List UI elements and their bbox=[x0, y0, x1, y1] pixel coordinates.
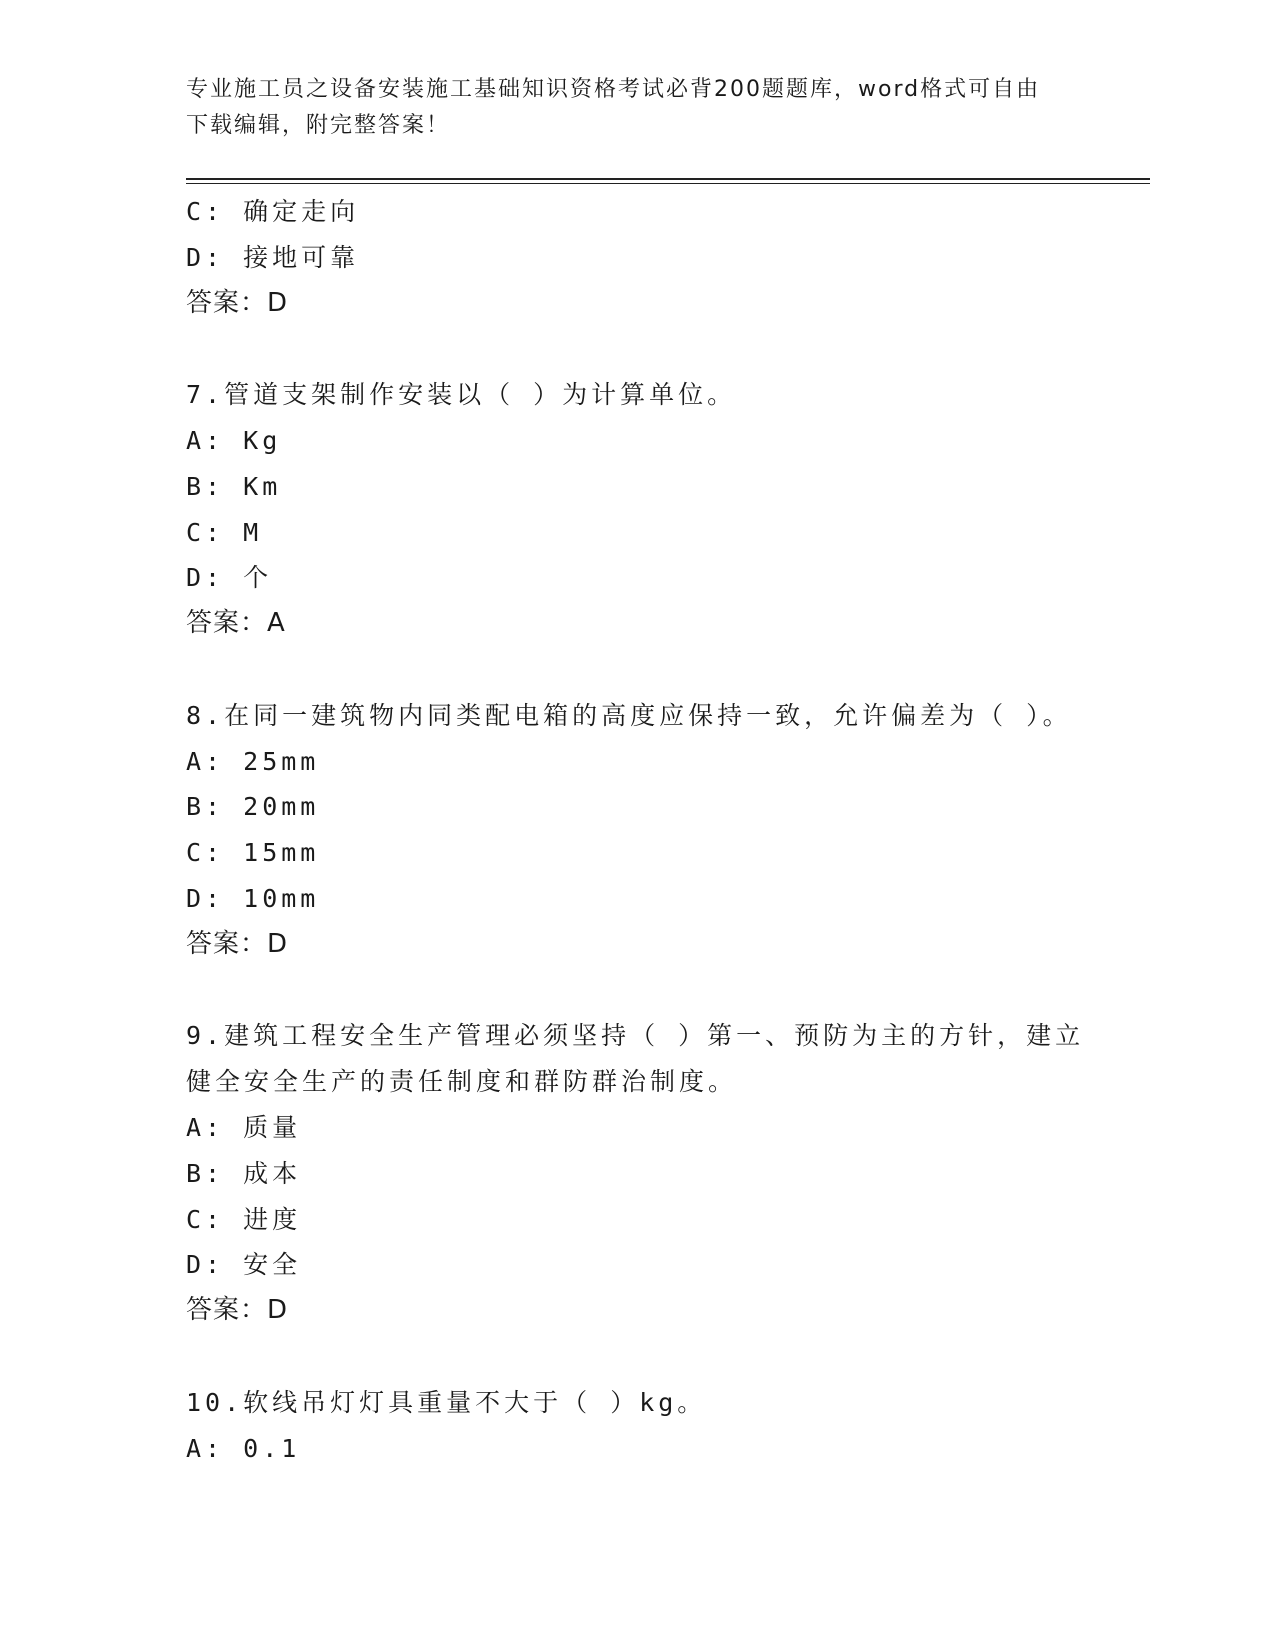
spacer bbox=[186, 326, 1086, 372]
option-a: A: 质量 bbox=[186, 1112, 302, 1142]
question-7 bbox=[186, 372, 1086, 647]
answer-line: 答案：A bbox=[186, 608, 286, 639]
question-stem: 8.在同一建筑物内同类配电箱的高度应保持一致，允许偏差为（ ）。 bbox=[186, 700, 1072, 730]
question-stem-line-2: 健全安全生产的责任制度和群防群治制度。 bbox=[186, 1067, 738, 1097]
option-b: B: Km bbox=[186, 471, 282, 501]
option-c: C: 15mm bbox=[186, 838, 320, 868]
question-stem-line-1: 9.建筑工程安全生产管理必须坚持（ ）第一、预防为主的方针，建立 bbox=[186, 1021, 1085, 1051]
question-stem: 7.管道支架制作安装以（ ）为计算单位。 bbox=[186, 380, 737, 410]
option-a: A: 25mm bbox=[186, 746, 320, 776]
spacer bbox=[186, 647, 1086, 693]
header-divider-thin bbox=[186, 183, 1150, 184]
option-d: D: 个 bbox=[186, 563, 273, 593]
option-d: D: 10mm bbox=[186, 883, 320, 913]
option-a: A: Kg bbox=[186, 425, 282, 455]
option-a: A: 0.1 bbox=[186, 1433, 301, 1463]
question-9 bbox=[186, 1013, 1086, 1334]
spacer bbox=[186, 1334, 1086, 1380]
question-6-partial bbox=[186, 189, 1086, 326]
answer-line: 答案：D bbox=[186, 928, 289, 959]
question-stem: 10.软线吊灯灯具重量不大于（ ）kg。 bbox=[186, 1387, 707, 1417]
question-10 bbox=[186, 1380, 1086, 1472]
question-list bbox=[186, 189, 1086, 1471]
header-title-line-1: 专业施工员之设备安装施工基础知识资格考试必背200题题库，word格式可自由 bbox=[186, 77, 1041, 102]
option-c: C: M bbox=[186, 517, 263, 547]
spacer bbox=[186, 968, 1086, 1014]
option-d: D: 安全 bbox=[186, 1250, 302, 1280]
header-title-line-2: 下载编辑，附完整答案！ bbox=[186, 113, 451, 138]
option-b: B: 20mm bbox=[186, 792, 320, 822]
option-c: C: 进度 bbox=[186, 1204, 302, 1234]
answer-line: 答案：D bbox=[186, 287, 289, 318]
option-d: D: 接地可靠 bbox=[186, 242, 360, 272]
question-8 bbox=[186, 693, 1086, 968]
option-b: B: 成本 bbox=[186, 1158, 302, 1188]
header-divider-thick bbox=[186, 178, 1150, 180]
document-header bbox=[186, 72, 1066, 144]
answer-line: 答案：D bbox=[186, 1295, 289, 1326]
option-c: C: 确定走向 bbox=[186, 197, 360, 226]
